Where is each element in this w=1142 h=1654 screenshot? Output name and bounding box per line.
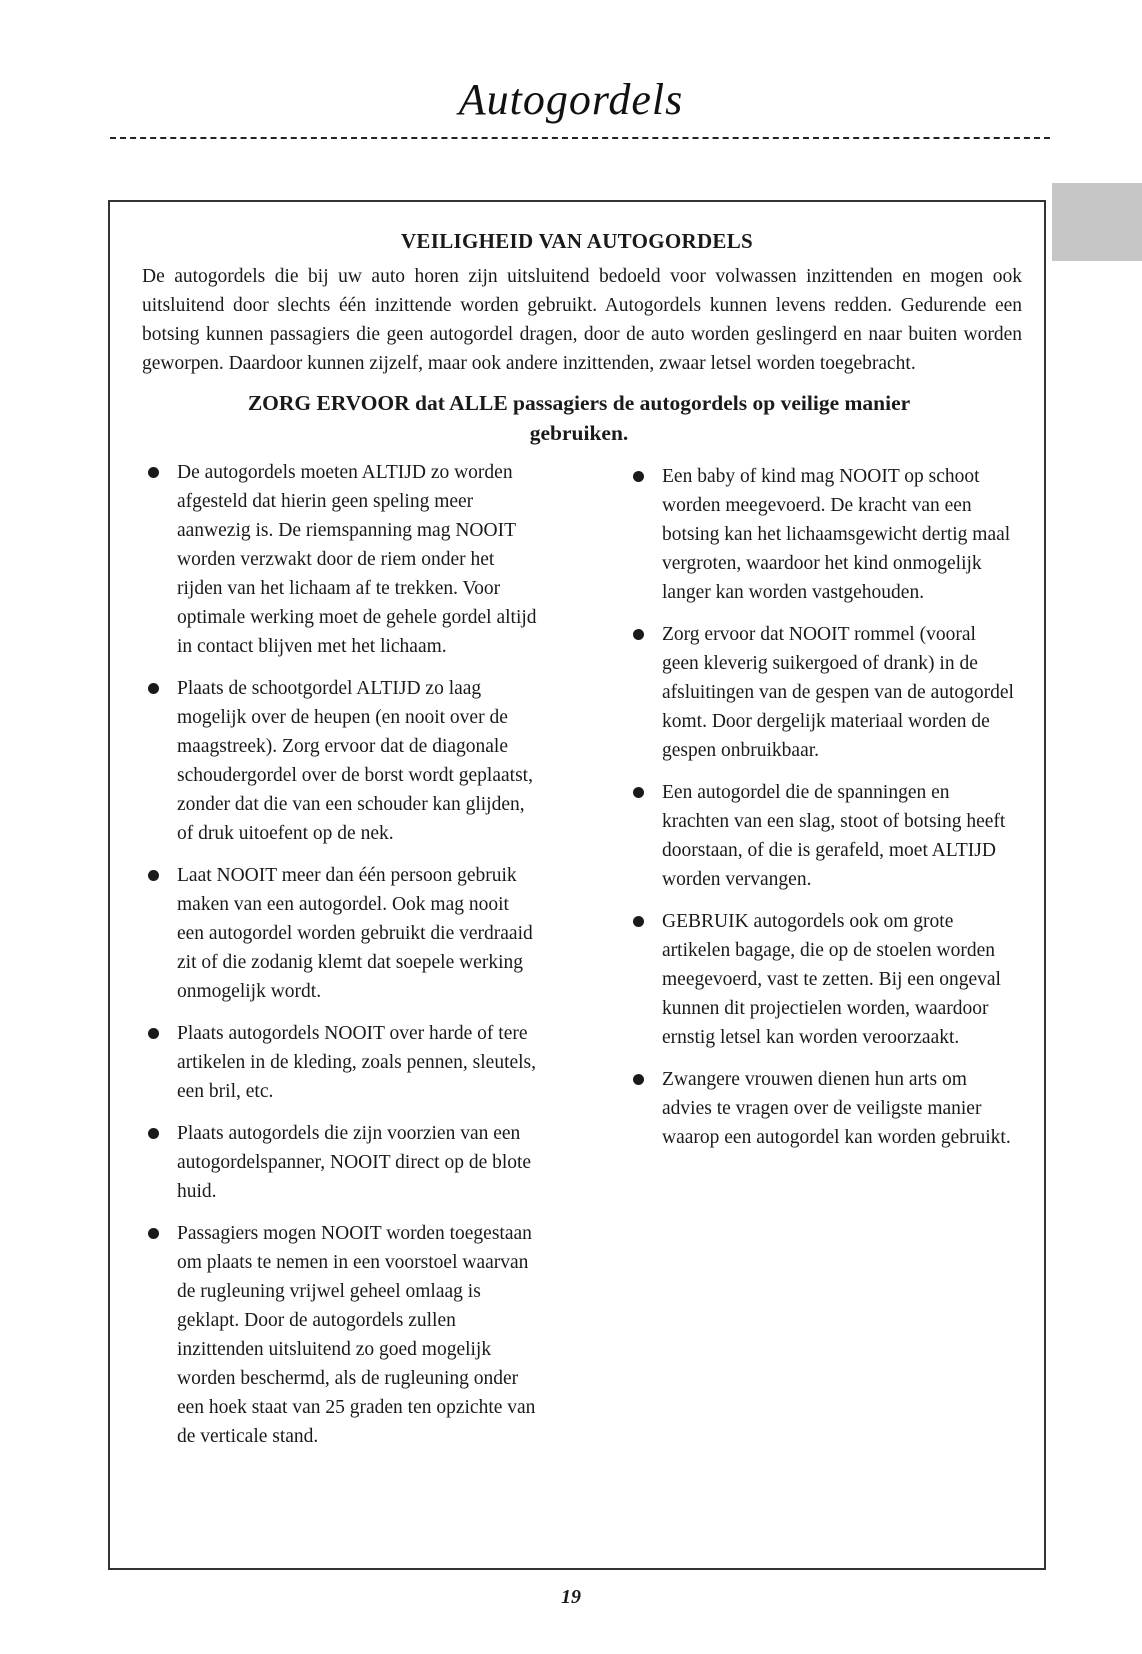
- bullet-icon: [633, 471, 644, 482]
- title-divider: [110, 137, 1050, 139]
- list-item: [625, 1065, 1017, 1152]
- bullet-icon: [633, 629, 644, 640]
- bullet-icon: [148, 870, 159, 881]
- list-item-text: Passagiers mogen NOOIT worden toegestaan om plaats te nemen in een voorstoel waarvan de rugleuning vrijwel geheel omlaag is geklapt. Door de autogordels zullen inzittenden uitsluitend zo goed mogelijk worden beschermd, als de rugleuning onder een hoek staat van 25 graden ten opzichte van de verticale stand.: [177, 1223, 536, 1447]
- bullet-icon: [633, 1074, 644, 1085]
- list-item: [140, 674, 540, 848]
- bullet-icon: [148, 1028, 159, 1039]
- list-item-text: Zorg ervoor dat NOOIT rommel (vooral geen kleverig suikergoed of drank) in de afsluitingen van de gespen van de autogordel komt. Door dergelijk materiaal worden de gespen onbruikbaar.: [662, 624, 1014, 761]
- list-item: [140, 1219, 540, 1451]
- list-item-text: Een baby of kind mag NOOIT op schoot worden meegevoerd. De kracht van een botsing kan het lichaamsgewicht dertig maal vergroten, waardoor het kind onmogelijk langer kan worden vastgehouden.: [662, 466, 1011, 603]
- emphasis-statement: ZORG ERVOOR dat ALLE passagiers de autogordels op veilige manier gebruiken.: [247, 391, 911, 445]
- page-number: 19: [561, 1586, 581, 1608]
- list-item: [625, 778, 1017, 894]
- list-item: [140, 458, 540, 661]
- bullet-icon: [148, 1228, 159, 1239]
- list-item-text: Plaats autogordels die zijn voorzien van een autogordelspanner, NOOIT direct op de blote huid.: [177, 1123, 532, 1202]
- list-item: [625, 907, 1017, 1052]
- right-bullet-list: [625, 462, 1017, 1165]
- bullet-icon: [633, 916, 644, 927]
- list-item-text: Plaats de schootgordel ALTIJD zo laag mogelijk over de heupen (en nooit over de maagstreek). Zorg ervoor dat de diagonale schoudergordel over de borst wordt geplaatst, zonder dat die van een schouder kan glijden, of druk uitoefent op de nek.: [177, 678, 533, 844]
- list-item-text: GEBRUIK autogordels ook om grote artikelen bagage, die op de stoelen worden meegevoerd, vast te zetten. Bij een ongeval kunnen dit projectielen worden, waardoor ernstig letsel kan worden veroorzaakt.: [662, 911, 1001, 1048]
- bullet-icon: [633, 787, 644, 798]
- bullet-icon: [148, 683, 159, 694]
- list-item-text: Laat NOOIT meer dan één persoon gebruik maken van een autogordel. Ook mag nooit een autogordel worden gebruikt die verdraaid zit of die zodanig klemt dat soepele werking onmogelijk wordt.: [177, 865, 533, 1002]
- section-heading: VEILIGHEID VAN AUTOGORDELS: [400, 229, 754, 253]
- list-item-text: Plaats autogordels NOOIT over harde of tere artikelen in de kleding, zoals pennen, sleutels, een bril, etc.: [177, 1023, 537, 1102]
- list-item: [140, 1119, 540, 1206]
- list-item-text: Een autogordel die de spanningen en krachten van een slag, stoot of botsing heeft doorstaan, of die is gerafeld, moet ALTIJD worden vervangen.: [662, 782, 1006, 890]
- list-item-text: De autogordels moeten ALTIJD zo worden afgesteld dat hierin geen speling meer aanwezig is. De riemspanning mag NOOIT worden verzwakt door de riem onder het rijden van het lichaam af te trekken. Voor optimale werking moet de gehele gordel altijd in contact blijven met het lichaam.: [177, 462, 537, 657]
- chapter-thumb-tab: [1052, 183, 1142, 261]
- list-item: [140, 861, 540, 1006]
- list-item-text: Zwangere vrouwen dienen hun arts om advies te vragen over de veiligste manier waarop een autogordel kan worden gebruikt.: [662, 1069, 1011, 1148]
- bullet-icon: [148, 467, 159, 478]
- safety-notice-box: [108, 200, 1046, 1570]
- list-item: [625, 620, 1017, 765]
- intro-paragraph: De autogordels die bij uw auto horen zijn uitsluitend bedoeld voor volwassen inzittenden en mogen ook uitsluitend door slechts één inzittende worden gebruikt. Autogordels kunnen levens redden. Gedurende een botsing kunnen passagiers die geen autogordel dragen, door de auto worden geslingerd en naar buiten worden geworpen. Daardoor kunnen zijzelf, maar ook andere inzittenden, zwaar letsel worden toegebracht.: [142, 266, 1022, 374]
- bullet-icon: [148, 1128, 159, 1139]
- list-item: [140, 1019, 540, 1106]
- page-title: Autogordels: [458, 75, 684, 124]
- left-bullet-list: [140, 458, 540, 1464]
- list-item: [625, 462, 1017, 607]
